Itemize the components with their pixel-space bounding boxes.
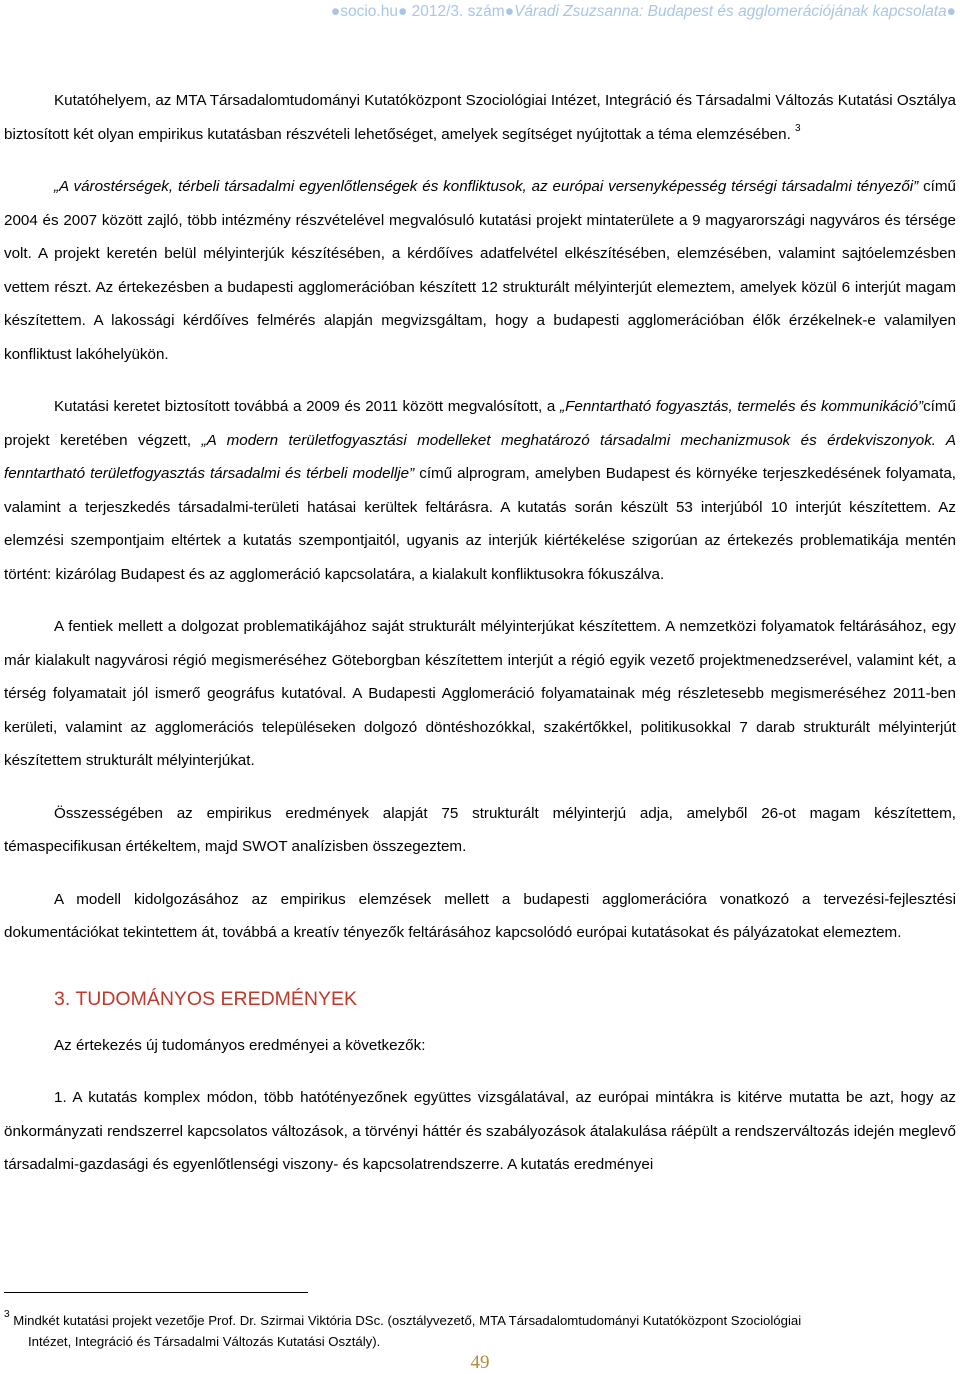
paragraph-research-intro xyxy=(4,84,956,151)
footnote xyxy=(4,1310,944,1352)
paragraph-project-1 xyxy=(4,170,956,371)
subprogram-title: „A modern területfogyasztási modelleket meghatározó társadalmi mechanizmusok és érdekviszonyok. A fenntartható területfogyasztás társadalmi és térbeli modellje” xyxy=(4,431,956,482)
paragraph-project-2 xyxy=(4,390,956,591)
footnote-reference: 3 xyxy=(795,122,801,134)
paragraph-model: A modell kidolgozásához az empirikus elemzések mellett a budapesti agglomerációra vonatkozó a tervezési-fejlesztési dokumentációkat tekintettem át, továbbá a kreatív tényezők feltárásához kapcsolódó európai kutatásokat és pályázatokat elemeztem. xyxy=(4,890,956,941)
paragraph-text: című projekt keretében végzett, xyxy=(4,398,956,449)
paragraph-text: című alprogram, amelyben Budapest és környéke terjeszkedésének folyamata, valamint a terjeszkedés társadalmi-területi hatásai kerültek feltárásra. A kutatás során készült 53 interjúból 10 interjút készítettem. Az elemzési szempontjaim eltértek a kutatás szempontjaitól, ugyanis az interjúk kiértékelése szigorúan az értekezés problematikája mentén történt: kizárólag Budapest és az agglomeráció kapcsolatára, a kialakult konfliktusokra fókuszálva. xyxy=(4,465,956,583)
paragraph-own-interviews: A fentiek mellett a dolgozat problematikájához saját strukturált mélyinterjúkat készítettem. A nemzetközi folyamatok feltárásához, egy már kialakult nagyvárosi régió megismeréséhez Göteborgban készítettem interjút a régió egyik vezető projektmenedzserével, valamint két, a térség folyamatait jól ismerő geográfus kutatóval. A Budapesti Agglomeráció folyamatainak még részletesebb megismeréséhez 2011-ben kerületi, valamint az agglomerációs településeken dolgozó döntéshozókkal, szakértőkkel, politikusokkal 7 darab strukturált mélyinterjút készítettem strukturált mélyinterjúkat. xyxy=(4,618,956,769)
header-bullet: ● xyxy=(330,3,341,20)
project-title: „A várostérségek, térbeli társadalmi egyenlőtlenségek és konfliktusok, az európai versenyképesség térségi társadalmi tényezői” xyxy=(54,178,919,195)
header-issue: 2012/3. szám xyxy=(411,3,505,20)
paragraph-result-1: 1. A kutatás komplex módon, több hatótényezőnek együttes vizsgálatával, az európai mintákra is kitérve mutatta be azt, hogy az önkormányzati rendszerrel kapcsolatos változások, a törvényi háttér és szabályozások átalakulása ráépült a rendszerváltozás idején meglevő társadalmi-gazdasági és egyenlőtlenségi viszony- és kapcsolatrendszerre. A kutatás eredményei xyxy=(4,1089,956,1173)
paragraph-results-intro: Az értekezés új tudományos eredményei a következők: xyxy=(54,1036,426,1054)
header-site: socio.hu xyxy=(340,3,398,20)
project-title: „Fenntartható fogyasztás, termelés és kommunikáció” xyxy=(560,398,924,415)
paragraph-text: Kutatóhelyem, az MTA Társadalomtudományi Kutatóközpont Szociológiai Intézet, Integráció és Társadalmi Változás Kutatási Osztálya biztosított két olyan empirikus kutatásban részvételi lehetőséget, amelyek segítséget nyújtottak a téma elemzésében. xyxy=(4,92,956,143)
running-header xyxy=(0,3,956,21)
footnote-line: Intézet, Integráció és Társadalmi Változás Kutatási Osztály). xyxy=(28,1334,381,1349)
footnote-text: Mindkét kutatási projekt vezetője Prof. Dr. Szirmai Viktória DSc. (osztályvezető, MTA Társadalomtudományi Kutatóközpont Szociológiai xyxy=(9,1313,802,1328)
paragraph-text: című 2004 és 2007 között zajló, több intézmény részvételével megvalósuló kutatási projekt mintaterülete a 9 magyarországi nagyváros és térsége volt. A projekt keretén belül mélyinterjúk készítésében, a kérdőíves adatfelvétel elkészítésében, elemzésében, valamint sajtóelemzésben vettem részt. Az értekezésben a budapesti agglomerációban készített 12 strukturált mélyinterjút elemeztem, amelyek közül 6 interjút magam készítettem. A lakossági kérdőíves felmérés alapján megvizsgáltam, hogy a budapesti agglomerációban élők érzékelnek-e valamilyen konfliktust lakóhelyükön. xyxy=(4,178,956,363)
footnote-marker: 3 xyxy=(4,1309,10,1320)
header-bullet: ● xyxy=(397,3,412,20)
header-bullet: ● xyxy=(504,3,515,20)
document-body xyxy=(4,84,956,1182)
header-article-title: Váradi Zsuzsanna: Budapest és agglomerációjának kapcsolata xyxy=(514,3,947,20)
page-number: 49 xyxy=(470,1352,490,1373)
paragraph-text: Kutatási keretet biztosított továbbá a 2009 és 2011 között megvalósított, a xyxy=(54,398,561,415)
paragraph-summary: Összességében az empirikus eredmények alapját 75 strukturált mélyinterjú adja, amelyből 26-ot magam készítettem, témaspecifikusan értékeltem, majd SWOT analízisben összegeztem. xyxy=(4,804,956,855)
section-heading: 3. TUDOMÁNYOS EREDMÉNYEK xyxy=(54,987,358,1010)
footnote-line xyxy=(4,1310,944,1331)
header-bullet: ● xyxy=(946,3,956,20)
footnote-separator xyxy=(4,1292,308,1293)
